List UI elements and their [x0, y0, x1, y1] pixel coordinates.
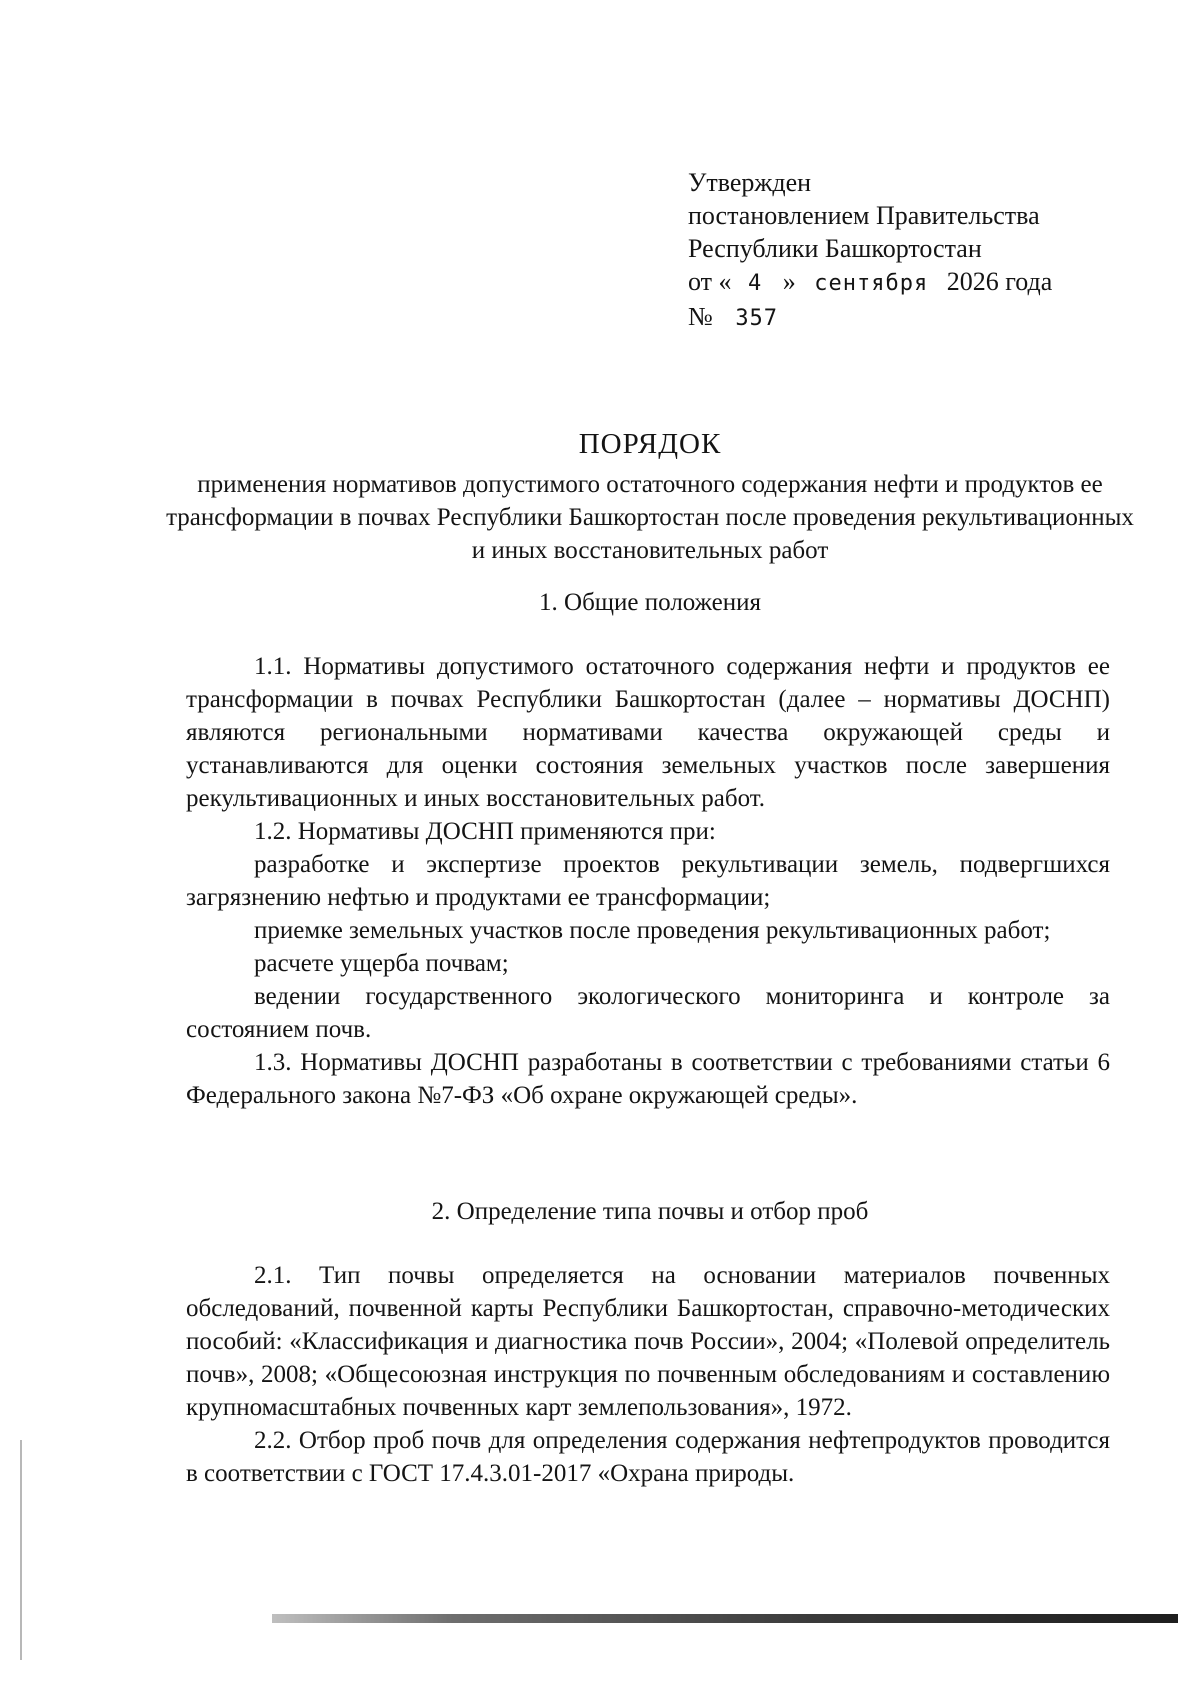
document-subtitle: применения нормативов допустимого остаточного содержания нефти и продуктов ее трансформации в почвах Республики Башкортостан после проведения рекультивационных и иных восстановительных работ: [166, 471, 1134, 564]
approval-line-approved: Утвержден: [688, 168, 812, 197]
paragraph-1-2-item-4: ведении государственного экологического мониторинга и контроле за состоянием почв.: [186, 983, 1110, 1043]
section-2-body: [186, 1259, 1110, 1490]
scan-edge-bar: [272, 1614, 1178, 1623]
approval-line-republic: Республики Башкортостан: [688, 234, 982, 263]
approval-date-day: 4: [748, 271, 763, 296]
paragraph-2-1: 2.1. Тип почвы определяется на основании материалов почвенных обследований, почвенной карты Республики Башкортостан, справочно-методических пособий: «Классификация и диагностика почв России», 2004; «Полевой определитель почв», 2008; «Общесоюзная инструкция по почвенным обследованиям и составлению крупномасштабных почвенных карт землепользования», 1972.: [186, 1262, 1110, 1421]
paragraph-1-3: 1.3. Нормативы ДОСНП разработаны в соответствии с требованиями статьи 6 Федерального закона №7-ФЗ «Об охране окружающей среды».: [186, 1049, 1110, 1109]
approval-stamp-block: [688, 166, 1052, 335]
paragraph-1-2: 1.2. Нормативы ДОСНП применяются при:: [254, 818, 716, 845]
paragraph-1-2-item-2: приемке земельных участков после проведения рекультивационных работ;: [254, 917, 1051, 944]
scan-edge-line: [20, 1440, 22, 1660]
paragraph-1-2-item-1: разработке и экспертизе проектов рекультивации земель, подвергшихся загрязнению нефтью и продуктами ее трансформации;: [186, 851, 1110, 911]
approval-date-year: 2026 года: [946, 267, 1053, 296]
section-1-body: [186, 650, 1110, 1112]
paragraph-2-2: 2.2. Отбор проб почв для определения содержания нефтепродуктов проводится в соответствии с ГОСТ 17.4.3.01-2017 «Охрана природы.: [186, 1427, 1110, 1487]
approval-number-prefix: №: [688, 302, 713, 331]
section-1-heading: 1. Общие положения: [539, 589, 761, 616]
approval-date-prefix: от «: [688, 267, 732, 296]
paragraph-1-1: 1.1. Нормативы допустимого остаточного содержания нефти и продуктов ее трансформации в почвах Республики Башкортостан (далее – нормативы ДОСНП) являются региональными нормативами качества окружающей среды и устанавливаются для оценки состояния земельных участков после завершения рекультивационных и иных восстановительных работ.: [186, 653, 1110, 812]
approval-number: [688, 300, 1052, 335]
document-title-block: [160, 424, 1140, 567]
approval-number-value: 357: [735, 306, 779, 331]
paragraph-1-2-item-3: расчете ущерба почвам;: [254, 950, 509, 977]
section-2-heading: 2. Определение типа почвы и отбор проб: [431, 1198, 869, 1225]
document-title: ПОРЯДОК: [578, 428, 722, 460]
approval-line-resolution: постановлением Правительства: [688, 201, 1040, 230]
approval-date-mid: »: [782, 267, 796, 296]
approval-date-month: сентября: [814, 271, 929, 296]
approval-date: [688, 265, 1052, 300]
